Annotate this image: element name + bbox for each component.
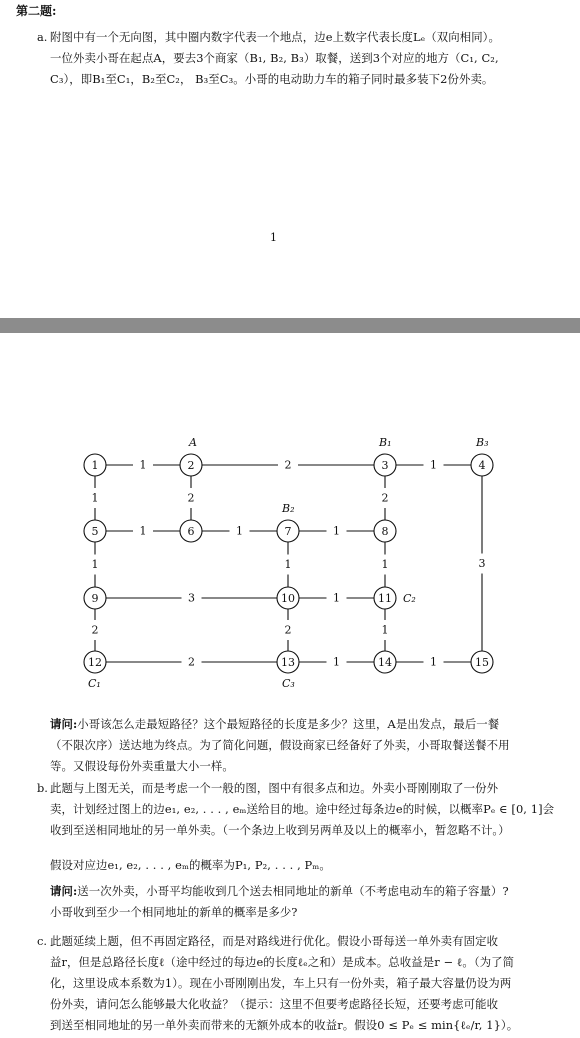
node-annotation-13: C₃: [282, 677, 295, 690]
node-label: 14: [378, 656, 392, 669]
edge-weight: 3: [478, 557, 486, 570]
part-b-question-line: 小哥收到至少一个相同地址的新单的概率是多少?: [50, 905, 298, 919]
graph-edge-weights: [92, 459, 486, 669]
part-b-line: 收到至送相同地址的另一单外卖。（一个条边上收到另两单及以上的概率小，暂忽略不计。）: [50, 823, 510, 837]
question-a-line: 等。又假设每份外卖重量大小一样。: [50, 759, 234, 773]
edge-weight: 1: [139, 524, 147, 538]
part-c-line: 份外卖，请问怎么能够最大化收益？（提示：这里不但要考虑路径长短，还要考虑可能收: [50, 997, 499, 1011]
node-annotation-4: B₃: [476, 436, 489, 449]
edge-weight: 1: [430, 458, 437, 472]
node-8: [374, 520, 396, 542]
node-label: 9: [91, 592, 99, 605]
node-1: [84, 454, 106, 476]
part-a-marker: a.: [37, 30, 48, 44]
edge-weight: 1: [333, 524, 340, 538]
edge-weight: 1: [333, 655, 340, 669]
node-label: 6: [187, 525, 195, 538]
part-b-question: [50, 881, 574, 923]
edge-weight: 1: [91, 558, 99, 571]
edge-weight: 1: [284, 558, 292, 571]
page-number: 1: [270, 231, 277, 244]
part-a-line: C₃），即B₁至C₁，B₂至C₂， B₃至C₃。小哥的电动助力车的箱子同时最多装下2份外卖。: [50, 72, 494, 86]
edge-weight: 2: [188, 655, 195, 669]
question-a-line: （不限次序）送达地为终点。为了简化问题，假设商家已经备好了外卖，小哥取餐送餐不用: [50, 738, 510, 752]
node-annotation-12: C₁: [88, 677, 101, 690]
node-label: 2: [187, 459, 195, 472]
question-a: [50, 714, 570, 777]
part-b-line: 此题与上图无关，而是考虑一个一般的图，图中有很多点和边。外卖小哥刚刚取了一份外: [50, 781, 499, 795]
part-b-text: [50, 778, 574, 841]
edge-weight: 2: [187, 491, 195, 505]
edge-weight: 1: [333, 591, 340, 605]
document-page-2: [0, 333, 580, 1038]
node-label: 7: [284, 525, 292, 538]
part-b-question-line: 送一次外卖，小哥平均能收到几个送去相同地址的新单（不考虑电动车的箱子容量）?: [77, 884, 509, 898]
part-a-line: 附图中有一个无向图，其中圈内数字代表一个地点，边e上数字代表长度Lₑ（双向相同）。: [50, 30, 500, 44]
node-annotation-2: A: [189, 436, 197, 449]
node-15: [471, 651, 493, 673]
question-a-lead: 请问:: [50, 717, 78, 731]
node-13: [277, 651, 299, 673]
edge-weight: 1: [381, 623, 389, 637]
node-label: 5: [91, 525, 99, 538]
edge-weight: 1: [91, 491, 99, 505]
node-annotation-3: B₁: [379, 436, 392, 449]
part-c-line: 此题延续上题，但不再固定路径，而是对路线进行优化。假设小哥每送一单外卖有固定收: [50, 934, 499, 948]
document-page-1: [0, 0, 580, 318]
part-b-assumption: 假设对应边e₁, e₂, . . . , eₘ的概率为P₁, P₂, . . . , Pₘ。: [50, 858, 331, 872]
node-6: [180, 520, 202, 542]
node-10: [277, 587, 299, 609]
node-annotation-7: B₂: [282, 502, 295, 515]
edge-weight: 1: [236, 524, 243, 538]
part-a-line: 一位外卖小哥在起点A，要去3个商家（B₁, B₂, B₃）取餐，送到3个对应的地方（C₁, C₂,: [50, 51, 499, 65]
part-c-marker: c.: [37, 934, 48, 948]
node-label: 3: [381, 459, 389, 472]
part-c-line: 化，这里设成本系数为1）。现在小哥刚刚出发，车上只有一份外卖，箱子最大容量仍设为两: [50, 976, 512, 990]
edge-weight: 1: [139, 458, 147, 472]
part-b-line: 卖，计划经过图上的边e₁, e₂, . . . , eₘ送给目的地。途中经过每条边e的时候，以概率Pₑ ∈ [0, 1]会: [50, 802, 555, 816]
node-label: 8: [381, 525, 389, 538]
node-label: 13: [281, 656, 295, 669]
part-c-text: [50, 931, 574, 1036]
edge-weight: 1: [430, 655, 437, 669]
part-b-question-lead: 请问:: [50, 884, 78, 898]
node-4: [471, 454, 493, 476]
edge-weight: 2: [381, 491, 389, 505]
node-label: 10: [281, 592, 295, 605]
problem-heading: 第二题:: [16, 4, 57, 18]
node-label: 15: [475, 656, 489, 669]
node-5: [84, 520, 106, 542]
question-a-line: 小哥该怎么走最短路径？这个最短路径的长度是多少？这里，A是出发点，最后一餐: [77, 717, 500, 731]
node-7: [277, 520, 299, 542]
edge-weight: 2: [91, 623, 99, 637]
part-a-text: [50, 27, 574, 90]
node-11: [374, 587, 396, 609]
node-label: 4: [478, 459, 486, 472]
node-label: 11: [378, 592, 392, 605]
edge-weight: 3: [188, 591, 195, 605]
part-b-marker: b.: [37, 781, 48, 795]
edge-weight: 1: [381, 558, 389, 571]
part-c-line: 到送至相同地址的另一单外卖而带来的无额外成本的收益r。假设0 ≤ Pₑ ≤ min{ℓₑ/r, 1}）。: [50, 1018, 519, 1032]
node-14: [374, 651, 396, 673]
node-9: [84, 587, 106, 609]
road-graph: [0, 333, 580, 713]
edge-weight: 2: [284, 458, 292, 472]
node-3: [374, 454, 396, 476]
node-label: 12: [88, 656, 102, 669]
page-separator: [0, 318, 580, 333]
node-2: [180, 454, 202, 476]
part-c-line: 益r，但是总路径长度ℓ（途中经过的每边e的长度ℓₑ之和）是成本。总收益是r − ℓ。（为了简: [50, 955, 515, 969]
edge-weight: 2: [284, 623, 292, 637]
node-label: 1: [91, 459, 99, 472]
node-annotation-11: C₂: [403, 592, 416, 605]
node-12: [84, 651, 106, 673]
